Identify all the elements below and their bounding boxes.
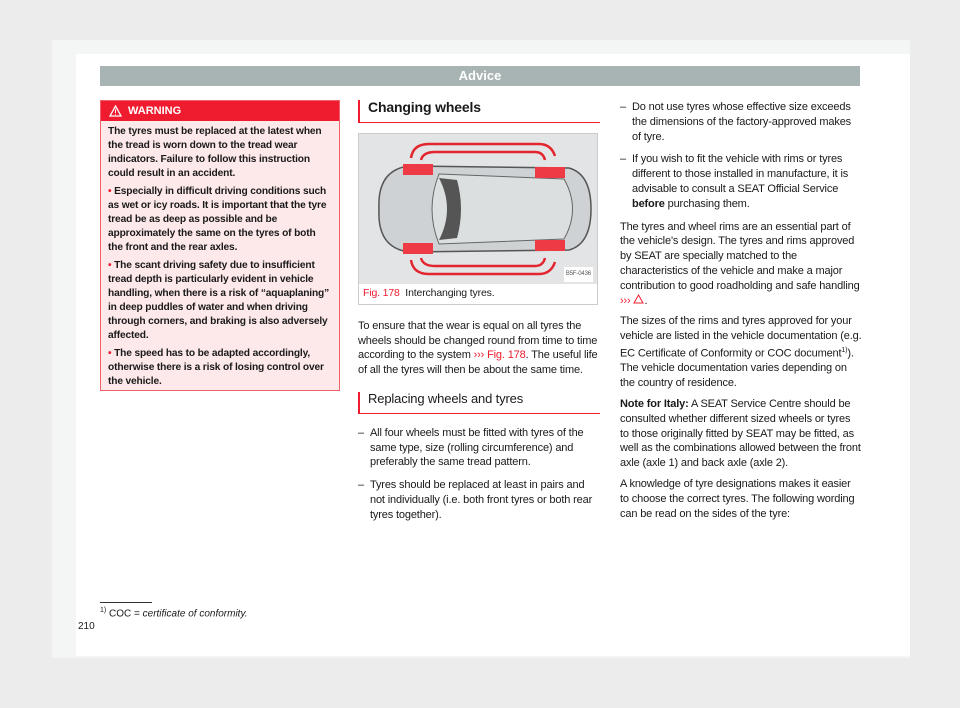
- list-item: – Do not use tyres whose effective size exceeds the dimensions of the factory-approved makes of tyre.: [620, 101, 852, 143]
- warning-triangle-icon: [633, 294, 644, 304]
- heading-changing-wheels: Changing wheels: [358, 100, 600, 123]
- page-number: 210: [78, 621, 95, 632]
- list-item: – All four wheels must be fitted with tyres of the same type, size (rolling circumference) and preferably the same tread pattern.: [358, 426, 584, 469]
- warning-intro: The tyres must be replaced at the latest when the tread is worn down to the tread wear indicators. Failure to follow this instruction could result in an accident.: [108, 126, 322, 179]
- warning-box: [100, 100, 340, 391]
- footnote: $^{1)}$ COC = certificate of conformity.: [100, 607, 248, 620]
- warning-label: WARNING: [128, 105, 182, 117]
- warning-bullet: • Especially in difficult driving conditions such as wet or icy roads. It is important that the tyre tread be as deep as possible and be approximately the same on the tyres of both the front and the rear axles.: [108, 186, 327, 253]
- paragraph-rims: The tyres and wheel rims are an essential part of the vehicle's design. The tyres and rims approved by SEAT are specially matched to the characteristics of the vehicle and make a major contribution to good roadholding and safe handling ››› .: [620, 220, 860, 307]
- warning-link[interactable]: ›››: [620, 294, 631, 307]
- paragraph-designations: A knowledge of tyre designations makes it easier to choose the correct tyres. The following wording can be read on the sides of the tyre:: [620, 477, 855, 520]
- warning-bullet: • The scant driving safety due to insufficient tread depth is particularly evident in vehicle handling, when there is a risk of “aquaplaning” in deep puddles of water and when driving through corners, and braking is also adversely affected.: [108, 260, 330, 341]
- middle-column: [358, 100, 600, 531]
- figure-code: B5F-0436: [564, 267, 593, 282]
- figure-label: Fig. 178: [363, 286, 400, 299]
- heading-replacing-wheels: Replacing wheels and tyres: [358, 392, 600, 414]
- figure-caption: Interchanging tyres.: [405, 286, 495, 299]
- paragraph-italy: Note for Italy: A SEAT Service Centre should be consulted whether different sized wheels or tyres to those originally fitted by SEAT may be fitted, as well as the combinations allowed between the front axle (axle 1) and back axle (axle 2).: [620, 398, 861, 470]
- warning-bullet: • The speed has to be adapted accordingly, otherwise there is a risk of losing control over the vehicle.: [108, 348, 324, 387]
- warning-header: [101, 101, 339, 121]
- figure-link[interactable]: ››› Fig. 178: [473, 349, 526, 362]
- car-top-view-illustration: [359, 134, 597, 284]
- warning-triangle-icon: [109, 105, 122, 117]
- paragraph-rotation: To ensure that the wear is equal on all tyres the wheels should be changed round from time to time according to the system ››› Fig. 178. The useful life of all the tyres will then be about the same time.: [358, 319, 598, 377]
- right-column: [620, 100, 862, 527]
- figure-178: [358, 133, 598, 305]
- footnote-divider: [100, 602, 152, 603]
- paragraph-sizes: The sizes of the rims and tyres approved for your vehicle are listed in the vehicle documentation (e.g. EC Certificate of Conformity or COC document$^{1)}$). The vehicle documentation varies depending on the country of residence.: [620, 315, 862, 390]
- list-item: – If you wish to fit the vehicle with rims or tyres different to those installed in manufacture, it is advisable to consult a SEAT Official Service before purchasing them.: [620, 153, 849, 210]
- list-item: – Tyres should be replaced at least in pairs and not individually (i.e. both front tyres or both rear tyres together).: [358, 479, 593, 521]
- section-header: Advice: [100, 66, 860, 86]
